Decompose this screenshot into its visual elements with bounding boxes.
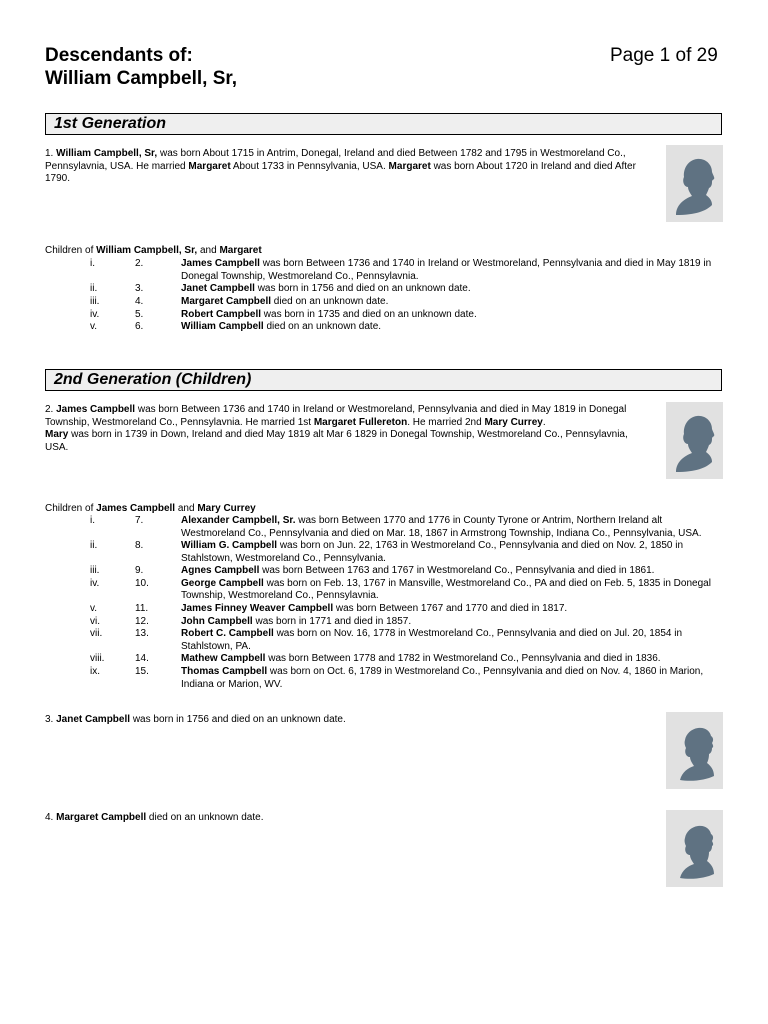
person-name: William Campbell, Sr, [56, 148, 158, 159]
generation-header-2 [45, 369, 722, 391]
person-number: 4. [45, 812, 54, 823]
children-heading-1: Children of William Campbell, Sr, and Margaret [45, 245, 262, 256]
list-item: viii. 14. Mathew Campbell was born Between 1778 and 1782 in Westmoreland Co., Pennsylvania and died in 1836. [90, 653, 661, 665]
male-silhouette-icon [666, 145, 723, 222]
person-text: was born in 1756 and died on an unknown date. [130, 714, 346, 725]
list-item: v. 11. James Finney Weaver Campbell was born Between 1767 and 1770 and died in 1817. [90, 602, 568, 614]
person-text: . [542, 416, 546, 428]
title-line-2: William Campbell, Sr, [45, 68, 237, 89]
page-number: Page 1 of 29 [610, 45, 718, 66]
spouse-name: Margaret [388, 160, 431, 172]
male-silhouette-icon [666, 402, 723, 479]
spouse-name: Mary Currey [484, 416, 543, 428]
page-title [45, 44, 237, 90]
children-list-1 [45, 258, 725, 334]
list-item: iv. 5. Robert Campbell was born in 1735 and died on an unknown date. [90, 308, 477, 320]
person-name: James Campbell [56, 404, 136, 415]
children-list-2 [45, 515, 725, 691]
list-item: i. 7. Alexander Campbell, Sr. was born Between 1770 and 1776 in County Tyrone or Antrim, Northern Ireland alt Westmoreland Co., Pennsylvania and died on Mar. 18, 1867 in Armstrong Township, Indiana Co., Pennsylvania, USA. [90, 515, 702, 539]
list-item: v. 6. William Campbell died on an unknown date. [90, 321, 382, 333]
list-item: ii. 8. William G. Campbell was born on Jun. 22, 1763 in Westmoreland Co., Pennsylvania and died on Nov. 2, 1850 in Stahlstown, Westmoreland Co., Pennsylvania. [90, 540, 684, 564]
generation-label: 1st Generation [54, 115, 167, 132]
person-name: Margaret Campbell [56, 812, 147, 823]
spouse-name: Margaret [188, 160, 231, 172]
spouse-name: Margaret Fullereton [313, 416, 408, 428]
list-item: vi. 12. John Campbell was born in 1771 and died in 1857. [90, 615, 412, 627]
person-entry-2 [45, 404, 645, 454]
person-entry-3 [45, 714, 645, 727]
spouse-name: Mary [45, 429, 69, 440]
person-name: Janet Campbell [56, 714, 131, 725]
list-item: iii. 4. Margaret Campbell died on an unknown date. [90, 295, 389, 307]
list-item: ix. 15. Thomas Campbell was born on Oct. 6, 1789 in Westmoreland Co., Pennsylvania and died on Nov. 4, 1860 in Marion, Indiana or Marion, WV. [90, 666, 704, 690]
person-text: About 1733 in Pennsylvania, USA. [230, 160, 389, 172]
female-silhouette-icon [666, 712, 723, 789]
person-text: was born Between 1736 and 1740 in Ireland or Westmoreland, Pennsylvania and died in May 1819 in Donegal Township, Westmoreland Co., Pennsylavnia. He married 1st [45, 404, 627, 428]
person-text: died on an unknown date. [146, 812, 264, 823]
generation-label: 2nd Generation (Children) [54, 371, 252, 388]
person-number: 3. [45, 714, 54, 725]
person-text: was born in 1739 in Down, Ireland and died May 1819 alt Mar 6 1829 in Donegal Township, Westmoreland Co., Pennsylavnia, USA. [45, 429, 628, 453]
person-entry-1 [45, 148, 645, 186]
person-text: was born About 1715 in Antrim, Donegal, Ireland and died Between 1782 and 1795 in Westmoreland Co., Pennsylavnia, USA. He married [45, 148, 626, 172]
list-item: i. 2. James Campbell was born Between 1736 and 1740 in Ireland or Westmoreland, Pennsylvania and died in May 1819 in Donegal Township, Westmoreland Co., Pennsylavnia. [90, 258, 712, 282]
children-heading-2: Children of James Campbell and Mary Currey [45, 503, 256, 514]
list-item: vii. 13. Robert C. Campbell was born on Nov. 16, 1778 in Westmoreland Co., Pennsylvania and died on Jul. 20, 1854 in Stahlstown, PA. [90, 628, 683, 652]
list-item: iv. 10. George Campbell was born on Feb. 13, 1767 in Mansville, Westmoreland Co., PA and died on Feb. 5, 1835 in Donegal Township, Westmoreland Co., Pennsylavnia. [90, 577, 711, 602]
person-text: . He married 2nd [407, 416, 485, 428]
list-item: iii. 9. Agnes Campbell was born Between 1763 and 1767 in Westmoreland Co., Pennsylvania and died in 1861. [90, 565, 655, 576]
female-silhouette-icon [666, 810, 723, 887]
generation-header-1 [45, 113, 722, 135]
person-number: 2. [45, 404, 54, 415]
person-entry-4 [45, 812, 645, 825]
list-item: ii. 3. Janet Campbell was born in 1756 and died on an unknown date. [90, 283, 471, 294]
title-line-1: Descendants of: [45, 45, 193, 66]
person-text: was born About 1720 in Ireland and died After 1790. [45, 160, 636, 184]
person-number: 1. [45, 148, 54, 159]
